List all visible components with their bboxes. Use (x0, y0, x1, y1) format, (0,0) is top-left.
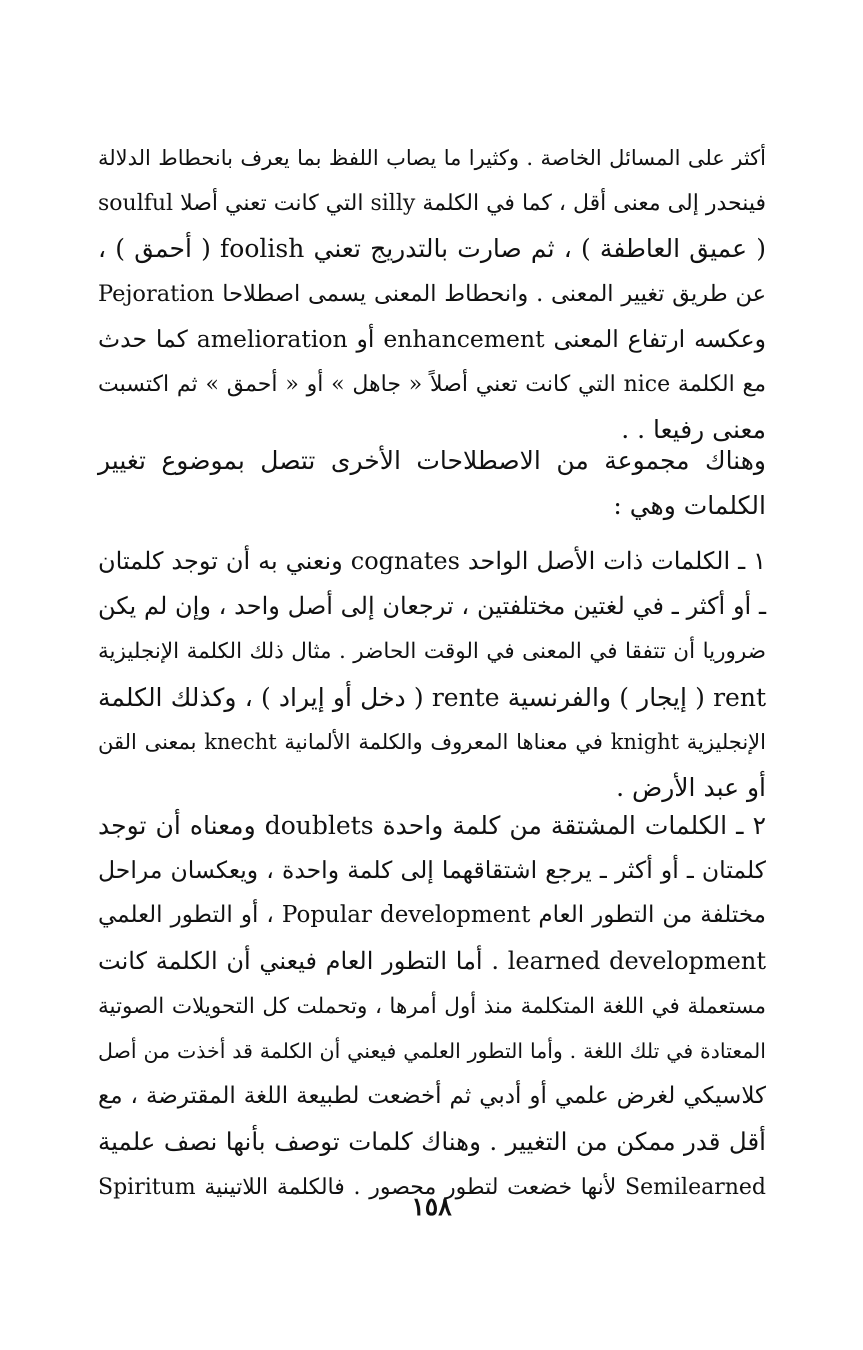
text-line: ضروريا أن تتفقا في المعنى في الوقت الحاضر . مثال ذلك الكلمة الإنجليزية (98, 639, 766, 665)
page-number: ١٥٨ (411, 1192, 452, 1221)
paragraph-cognates (98, 539, 766, 810)
text-line: كلمتان ـ أو أكثر ـ يرجع اشتقاقهما إلى كلمة واحدة ، ويعكسان مراحل (98, 856, 766, 885)
paragraph-doublets (98, 803, 766, 1210)
text-line: الإنجليزية knight في معناها المعروف والكلمة الألمانية knecht بمعنى القن (98, 729, 766, 754)
text-line: Semilearned لأنها خضعت لتطور محصور . فالكلمة اللاتينية Spiritum (98, 1174, 766, 1200)
text-line: مع الكلمة nice التي كانت تعني أصلاً « جاهل » أو « أحمق » ثم اكتسبت (98, 371, 766, 397)
text-line: وعكسه ارتفاع المعنى enhancement أو amelioration كما حدث (98, 324, 766, 353)
text-line: مستعملة في اللغة المتكلمة منذ أول أمرها ، وتحملت كل التحويلات الصوتية (98, 993, 766, 1019)
text-line: ( عميق العاطفة ) ، ثم صارت بالتدريج تعني foolish ( أحمق ) ، (98, 234, 766, 264)
text-line: rent ( إيجار ) والفرنسية rente ( دخل أو إيراد ) ، وكذلك الكلمة (98, 682, 766, 712)
text-line: learned development . أما التطور العام فيعني أن الكلمة كانت (98, 946, 766, 975)
paragraph-pejoration (98, 136, 766, 452)
text-line: المعتادة في تلك اللغة . وأما التطور العلمي فيعني أن الكلمة قد أخذت من أصل (98, 1038, 766, 1063)
text-line: مختلفة من التطور العام Popular development ، أو التطور العلمي (98, 902, 766, 929)
text-line: أو عبد الأرض . (616, 772, 766, 802)
text-line: ١ ـ الكلمات ذات الأصل الواحد cognates ونعني به أن توجد كلمتان (98, 547, 767, 575)
paragraph-intro-terms (98, 438, 766, 528)
text-line: معنى رفيعا . . (621, 415, 766, 445)
text-line: عن طريق تغيير المعنى . وانحطاط المعنى يسمى اصطلاحا Pejoration (98, 280, 766, 307)
text-line: أقل قدر ممكن من التغيير . وهناك كلمات توصف بأنها نصف علمية (98, 1127, 766, 1157)
text-line: ـ أو أكثر ـ في لغتين مختلفتين ، ترجعان إلى أصل واحد ، وإن لم يكن (98, 592, 766, 621)
text-line: كلاسيكي لغرض علمي أو أدبي ثم أخضعت لطبيعة اللغة المقترضة ، مع (98, 1083, 766, 1110)
text-line: ٢ ـ الكلمات المشتقة من كلمة واحدة doublets ومعناه أن توجد (98, 811, 766, 840)
text-line: الكلمات وهي : (613, 491, 766, 521)
text-line: أكثر على المسائل الخاصة . وكثيرا ما يصاب اللفظ بما يعرف بانحطاط الدلالة (98, 146, 766, 170)
text-line: فينحدر إلى معنى أقل ، كما في الكلمة silly التي كانت تعني أصلا soulful (98, 191, 766, 217)
text-line: وهناك مجموعة من الاصطلاحات الأخرى تتصل بموضوع تغيير (98, 446, 766, 475)
